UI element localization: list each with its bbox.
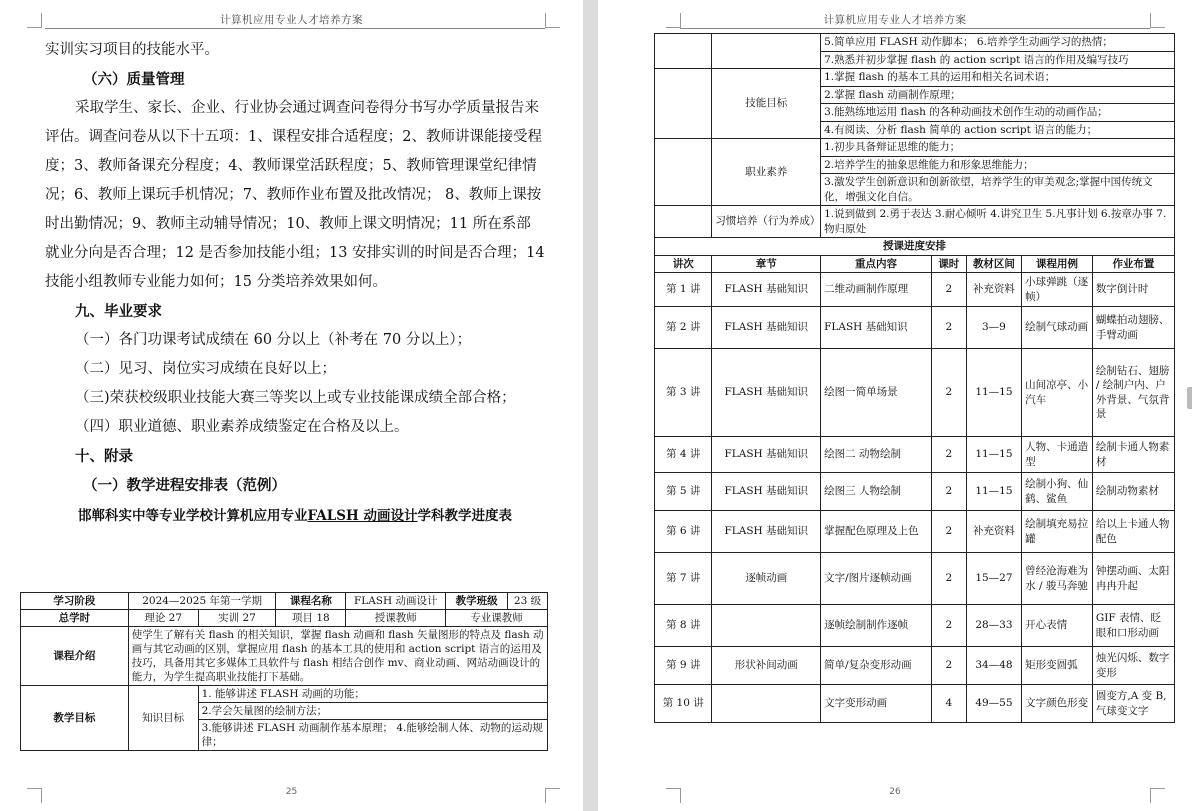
table-row	[21, 593, 548, 610]
table-row	[21, 610, 548, 627]
value-cell: 23 级	[508, 593, 548, 610]
cell-hours: 2	[931, 273, 966, 307]
cell-content: 简单/复杂变形动画	[821, 647, 932, 685]
cell-chapter: FLASH 基础知识	[712, 437, 821, 473]
cell-chapter: 形状补间动画	[712, 647, 821, 685]
value-cell	[198, 686, 547, 751]
cell-example: 曾经沧海难为水 / 骏马奔驰	[1022, 553, 1093, 605]
paragraph: 实训实习项目的技能水平。	[45, 42, 219, 58]
column-header: 作业布置	[1092, 255, 1174, 273]
column-header: 讲次	[655, 255, 712, 273]
document-page-26	[598, 0, 1192, 811]
table-row	[655, 437, 1175, 473]
cell-range: 15—27	[966, 553, 1021, 605]
schedule-table	[654, 33, 1175, 723]
cell-chapter: FLASH 基础知识	[712, 349, 821, 437]
crop-mark	[545, 13, 560, 28]
header-rule	[45, 28, 545, 29]
empty-cell	[655, 69, 712, 139]
value-cell: 3.能熟练地运用 flash 的各种动画技术创作生动的动画作品；	[821, 104, 1175, 122]
cell-example: 绘制小狗、仙鹤、鲨鱼	[1022, 473, 1093, 511]
cell-lecture: 第 4 讲	[655, 437, 712, 473]
cell-chapter: FLASH 基础知识	[712, 511, 821, 553]
cell-lecture: 第 8 讲	[655, 605, 712, 647]
cell-hours: 2	[931, 437, 966, 473]
paragraph: 十、附录	[75, 448, 133, 465]
cell-lecture: 第 6 讲	[655, 511, 712, 553]
table-row	[655, 206, 1175, 238]
paragraph: 九、毕业要求	[75, 303, 162, 320]
empty-cell	[712, 34, 821, 69]
table-row	[21, 627, 548, 686]
paragraph: 采取学生、家长、企业、行业协会通过调查问卷得分书写办学质量报告来评估。调查问卷从以下十五项：1、课程安排合适程度；2、教师讲课能接受程度；3、教师备课充分程度；4、教师课堂活跃程度；5、教师管理课堂纪律情况；6、教师上课玩手机情况；7、教师作业布置及批改情况； 8、教师上课按时出勤情况；9、教师主动辅导情况；10、教师上课文明情况；11 所在系部就业分向是否合理；12 是否参加技能小组；13 安排实训的时间是否合理；14 技能小组教师专业能力如何；15 分类培养效果如何。	[45, 100, 545, 290]
cell-homework: 绘制钻石、翅膀 / 绘制户内、户外背景、气氛背景	[1092, 349, 1174, 437]
value-cell: 3.激发学生创新意识和创新欲望，培养学生的审美观念;掌握中国传统文化，增强文化自信。	[821, 174, 1175, 206]
schedule-header-row	[655, 255, 1175, 273]
cell-hours: 2	[931, 307, 966, 349]
page-header: 计算机应用专业人才培养方案	[220, 14, 363, 26]
table-row	[655, 34, 1175, 52]
table-title	[45, 502, 545, 531]
value-cell: FLASH 动画设计	[346, 593, 446, 610]
cell-hours: 2	[931, 349, 966, 437]
cell-hours: 2	[931, 473, 966, 511]
table-row	[21, 686, 548, 751]
cell-lecture: 第 10 讲	[655, 685, 712, 723]
cell-chapter: FLASH 基础知识	[712, 307, 821, 349]
paragraph: （六）质量管理	[83, 71, 185, 88]
cell-homework: 圆变方,A 变 B,气球变文字	[1092, 685, 1174, 723]
cell-chapter	[712, 685, 821, 723]
value-cell: 专业课教师	[446, 610, 548, 627]
label-cell: 习惯培养（行为养成）	[712, 206, 821, 238]
cell-content: 绘图二 动物绘制	[821, 437, 932, 473]
cell-range: 11—15	[966, 437, 1021, 473]
cell-content: 二维动画制作原理	[821, 273, 932, 307]
column-header: 课时	[931, 255, 966, 273]
table-title-post: 学科教学进度表	[417, 508, 512, 524]
value-cell: 4.有阅读、分析 flash 简单的 action script 语言的能力；	[821, 121, 1175, 139]
table-row	[655, 69, 1175, 87]
value-cell: 5.简单应用 FLASH 动作脚本； 6.培养学生动画学习的热情；	[821, 34, 1175, 52]
value-cell: 使学生了解有关 flash 的相关知识，掌握 flash 动画和 flash 矢量图形的特点及 flash 动画与其它动画的区别，掌握应用 flash 的基本工具的使用和 action script 语言的运用及技巧，具备用其它多媒体工具软件与 flash 相结合创作 mv、商业动画、网站动画设计的能力，为学生提高职业技能打下基础。	[128, 627, 547, 686]
cell-range: 11—15	[966, 349, 1021, 437]
value-cell: 2.掌握 flash 动画制作原理；	[821, 86, 1175, 104]
empty-cell	[655, 206, 712, 238]
table-row	[655, 605, 1175, 647]
cell-homework: 绘制动物素材	[1092, 473, 1174, 511]
value-cell: 1.说到做到 2.勇于表达 3.耐心倾听 4.讲究卫生 5.凡事计划 6.按章办事 7.物归原处	[821, 206, 1175, 238]
label-cell: 总学时	[21, 610, 129, 627]
label-cell: 课程名称	[276, 593, 346, 610]
cell-lecture: 第 7 讲	[655, 553, 712, 605]
paragraph: （一）教学进程安排表（范例）	[83, 477, 286, 494]
page-number: 26	[889, 787, 901, 797]
table-row	[655, 273, 1175, 307]
cell-lecture: 第 5 讲	[655, 473, 712, 511]
label-cell: 课程介绍	[21, 627, 129, 686]
value-cell: 1.初步具备辩证思维的能力；	[821, 139, 1175, 157]
cell-hours: 2	[931, 553, 966, 605]
table-row	[655, 473, 1175, 511]
value-cell: 7.熟悉并初步掌握 flash 的 action script 语言的作用及编写技巧	[821, 51, 1175, 69]
cell-content: 绘图三 人物绘制	[821, 473, 932, 511]
table-title-pre: 邯郸科实中等专业学校计算机应用专业	[78, 508, 308, 524]
cell-content: 文字/图片逐帧动画	[821, 553, 932, 605]
label-cell: 教学班级	[446, 593, 508, 610]
cell-range: 3—9	[966, 307, 1021, 349]
cell-content: 逐帧绘制制作逐帧	[821, 605, 932, 647]
cell-homework: 给以上卡通人物配色	[1092, 511, 1174, 553]
cell-homework: 绘制卡通人物素材	[1092, 437, 1174, 473]
column-header: 教材区间	[966, 255, 1021, 273]
empty-cell	[655, 34, 712, 69]
table-title-course: FALSH 动画设计	[307, 508, 418, 524]
cell-homework: 数字倒计时	[1092, 273, 1174, 307]
cell-range: 补充资料	[966, 273, 1021, 307]
cell-example: 文字颜色形变	[1022, 685, 1093, 723]
table-row	[655, 307, 1175, 349]
table-row	[655, 685, 1175, 723]
label-cell: 职业素养	[712, 139, 821, 206]
cell-range: 34—48	[966, 647, 1021, 685]
column-header: 课程用例	[1022, 255, 1093, 273]
cell-example: 矩形变圆弧	[1022, 647, 1093, 685]
value-cell: 2024—2025 年第一学期	[128, 593, 276, 610]
cell-example: 绘制填充易拉罐	[1022, 511, 1093, 553]
page-number: 25	[285, 787, 298, 797]
page-gap	[583, 0, 598, 811]
table-row	[655, 139, 1175, 157]
paragraph: （四）职业道德、职业素养成绩鉴定在合格及以上。	[75, 419, 409, 435]
cell-range: 28—33	[966, 605, 1021, 647]
table-row	[655, 647, 1175, 685]
course-info-table	[20, 592, 548, 751]
label-cell: 学习阶段	[21, 593, 129, 610]
cell-hours: 2	[931, 647, 966, 685]
value-cell: 实训 27	[198, 610, 276, 627]
crop-mark	[1150, 13, 1165, 28]
cell-example: 开心表情	[1022, 605, 1093, 647]
cell-example: 小球弹跳（逐帧）	[1022, 273, 1093, 307]
table-row	[655, 511, 1175, 553]
crop-mark	[27, 13, 42, 28]
cell-content: 掌握配色原理及上色	[821, 511, 932, 553]
cell-chapter: 逐帧动画	[712, 553, 821, 605]
label-cell: 技能目标	[712, 69, 821, 139]
cell-chapter: FLASH 基础知识	[712, 273, 821, 307]
crop-mark	[666, 13, 681, 28]
paragraph: （三)荣获校级职业技能大赛三等奖以上或专业技能课成绩全部合格；	[75, 390, 516, 406]
cell-content: FLASH 基础知识	[821, 307, 932, 349]
value-cell: 项目 18	[276, 610, 346, 627]
label-cell: 知识目标	[128, 686, 198, 751]
cell-example: 绘制气球动画	[1022, 307, 1093, 349]
cell-content: 文字变形动画	[821, 685, 932, 723]
table-row	[655, 553, 1175, 605]
cell-homework: GIF 表情、眨眼和口形动画	[1092, 605, 1174, 647]
cell-homework: 钟摆动画、太阳冉冉升起	[1092, 553, 1174, 605]
value-cell: 1.掌握 flash 的基本工具的运用和相关名词术语；	[821, 69, 1175, 87]
cell-range: 补充资料	[966, 511, 1021, 553]
table-row	[655, 349, 1175, 437]
cell-homework: 蝴蝶拍动翅膀、手臂动画	[1092, 307, 1174, 349]
cell-chapter	[712, 605, 821, 647]
cell-lecture: 第 9 讲	[655, 647, 712, 685]
knowledge-item: 2.学会矢量图的绘制方法；	[199, 703, 547, 720]
cell-content: 绘图一简单场景	[821, 349, 932, 437]
empty-cell	[655, 139, 712, 206]
cell-homework: 烛光闪烁、数字变形	[1092, 647, 1174, 685]
label-cell: 教学目标	[21, 686, 129, 751]
scroll-handle[interactable]	[1187, 387, 1192, 409]
cell-example: 山间凉亭、小汽车	[1022, 349, 1093, 437]
cell-example: 人物、卡通造型	[1022, 437, 1093, 473]
cell-lecture: 第 3 讲	[655, 349, 712, 437]
cell-lecture: 第 2 讲	[655, 307, 712, 349]
cell-chapter: FLASH 基础知识	[712, 473, 821, 511]
cell-range: 11—15	[966, 473, 1021, 511]
cell-hours: 4	[931, 685, 966, 723]
column-header: 章节	[712, 255, 821, 273]
knowledge-item: 1. 能够讲述 FLASH 动画的功能；	[199, 686, 547, 703]
value-cell: 2.培养学生的抽象思维能力和形象思维能力；	[821, 156, 1175, 174]
paragraph: （一）各门功课考试成绩在 60 分以上（补考在 70 分以上）；	[75, 332, 472, 348]
cell-range: 49—55	[966, 685, 1021, 723]
schedule-title-row	[655, 238, 1175, 256]
schedule-title: 授课进度安排	[655, 238, 1175, 256]
cell-lecture: 第 1 讲	[655, 273, 712, 307]
body-text	[45, 36, 545, 531]
value-cell: 理论 27	[128, 610, 198, 627]
header-rule	[680, 28, 1150, 29]
document-page-25	[0, 0, 583, 811]
column-header: 重点内容	[821, 255, 932, 273]
cell-hours: 2	[931, 511, 966, 553]
knowledge-item: 3.能够讲述 FLASH 动画制作基本原理； 4.能够绘制人体、动物的运动规律；	[201, 722, 543, 748]
cell-hours: 2	[931, 605, 966, 647]
paragraph: （二）见习、岗位实习成绩在良好以上；	[75, 361, 336, 377]
page-header: 计算机应用专业人才培养方案	[823, 14, 967, 26]
label-cell: 授课教师	[346, 610, 446, 627]
